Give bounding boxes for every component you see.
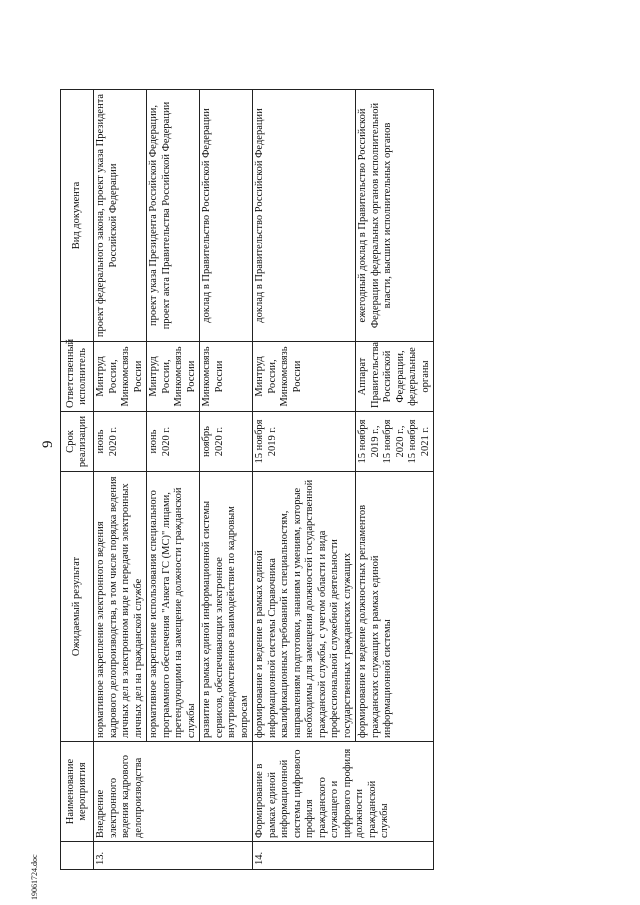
header-name: Наименование мероприятия [61, 742, 94, 842]
executor: Минкомсвязь России [200, 342, 253, 412]
document-type: проект федерального закона, проект указа Президента Российской Федерации [94, 90, 147, 342]
document-type: доклад в Правительство Российской Федерации [253, 90, 356, 342]
header-result: Ожидаемый результат [61, 472, 94, 742]
term: июнь 2020 г. [94, 412, 147, 472]
header-num [61, 842, 94, 870]
term: 15 ноября 2019 г., 15 ноября 2020 г., 15 ноября 2021 г. [356, 412, 434, 472]
document-type: проект указа Президента Российской Федерации, проект акта Правительства Российской Федерации [147, 90, 200, 342]
table-header-row [61, 90, 94, 870]
header-term: Срок реализации [61, 412, 94, 472]
term: 15 ноября 2019 г. [253, 412, 356, 472]
executor: Аппарат Правительства Российской Федерации, федеральные органы [356, 342, 434, 412]
expected-result: развитие в рамках единой информационной системы сервисов, обеспечивающих электронное внутриведомственное взаимодействие по кадровым вопросам [200, 472, 253, 742]
row-number: 14. [253, 842, 434, 870]
expected-result: нормативное закрепление электронного ведения кадрового делопроизводства, в том числе порядка ведения личных дел в электронном виде и передачи электронных личных дел на гражданской службе [94, 472, 147, 742]
header-doc-type: Вид документа [61, 90, 94, 342]
term: ноябрь 2020 г. [200, 412, 253, 472]
document-type: ежегодный доклад в Правительство Российской Федерации федеральных органов исполнительной власти, высших исполнительных органов [356, 90, 434, 342]
header-executor: Ответственный исполнитель [61, 342, 94, 412]
rotated-page [60, 90, 620, 870]
expected-result: формирование и ведение в рамках единой информационной системы Справочника квалификационных требований к специальностям, направлениям подготовки, знаниям и умениям, которые необходимы для замещения должностей государственной гражданской службы, с учетом области и вида профессиональной служебной деятельности государственных гражданских служащих [253, 472, 356, 742]
executor: Минтруд России, Минкомсвязь России [147, 342, 200, 412]
expected-result: формирование и ведение должностных регламентов гражданских служащих в рамках единой информационной системы [356, 472, 434, 742]
measure-name: Внедрение электронного ведения кадрового делопроизводства [94, 742, 253, 842]
footer-code: 19061724.doc [30, 854, 39, 900]
table-row [94, 90, 147, 870]
document-type: доклад в Правительство Российской Федерации [200, 90, 253, 342]
expected-result: нормативное закрепление использования специального программного обеспечения "Анкета ГС (МС)" лицами, претендующими на замещение должности гражданской службы [147, 472, 200, 742]
table-row [253, 90, 356, 870]
executor: Минтруд России, Минкомсвязь России [94, 342, 147, 412]
measures-table [60, 89, 434, 870]
term: июнь 2020 г. [147, 412, 200, 472]
row-number: 13. [94, 842, 253, 870]
measure-name: Формирование в рамках единой информационной системы цифрового профиля гражданского служащего и цифрового профиля должности гражданской службы [253, 742, 434, 842]
executor: Минтруд России, Минкомсвязь России [253, 342, 356, 412]
page-number: 9 [40, 440, 56, 448]
